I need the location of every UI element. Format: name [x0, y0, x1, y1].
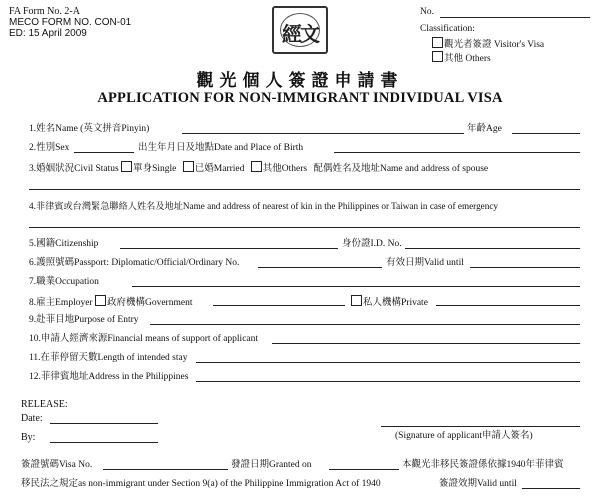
meco-form-number: MECO FORM NO. CON-01: [9, 17, 132, 28]
others-option: [432, 51, 491, 65]
spouse-label: 配偶姓名及地址Name and address of spouse: [313, 164, 489, 174]
occupation-field[interactable]: [132, 286, 580, 287]
title-english: APPLICATION FOR NON-IMMIGRANT INDIVIDUAL VISA: [97, 90, 503, 106]
classification-label: Classification:: [420, 24, 475, 34]
birth-label: 出生年月日及地點Date and Place of Birth: [138, 143, 304, 153]
name-field[interactable]: [182, 133, 464, 134]
citizenship-label: 5.國籍Citizenship: [29, 239, 99, 249]
others-label: 其他 Others: [444, 54, 491, 64]
visitor-visa-option: [432, 37, 544, 51]
release-by-label: By:: [21, 432, 36, 443]
single-label: 單身Single: [133, 164, 177, 174]
private-checkbox[interactable]: [351, 295, 362, 306]
visitor-visa-label: 觀光者簽證 Visitor's Visa: [444, 40, 545, 50]
kin-label: 4.菲律賓或台灣緊急聯絡人姓名及地址Name and address of nearest of kin in the Philippines or Taiwan in case of emergency: [29, 201, 499, 211]
age-field[interactable]: [512, 133, 580, 134]
number-line: [440, 17, 590, 18]
kin-field[interactable]: [29, 227, 580, 228]
id-label: 身份證I.D. No.: [342, 239, 402, 249]
valid-until-field[interactable]: [470, 267, 580, 268]
visa-number-field[interactable]: [103, 469, 228, 470]
birth-field[interactable]: [334, 152, 580, 153]
sex-field[interactable]: [74, 152, 134, 153]
financial-field[interactable]: [272, 343, 580, 344]
married-checkbox[interactable]: [183, 161, 194, 172]
occupation-label: 7.職業Occupation: [29, 277, 99, 287]
visa-number-label: 簽證號碼Visa No.: [21, 460, 93, 470]
purpose-field[interactable]: [150, 324, 580, 325]
id-field[interactable]: [405, 248, 580, 249]
valid-until-label: 有效日期Valid until: [386, 258, 464, 268]
name-label: 1.姓名Name (英文拼音Pinyin): [29, 124, 150, 134]
single-checkbox[interactable]: [121, 161, 132, 172]
private-field[interactable]: [436, 305, 580, 306]
granted-on-field[interactable]: [329, 469, 399, 470]
signature-caption: (Signature of applicant申請人簽名): [395, 431, 533, 441]
granted-on-label: 發證日期Granted on: [231, 460, 312, 470]
government-checkbox[interactable]: [95, 295, 106, 306]
purpose-label: 9.赴菲目地Purpose of Entry: [29, 315, 139, 325]
number-label: No.: [420, 7, 434, 17]
seal-text: 經文: [282, 24, 318, 46]
age-label: 年齡Age: [467, 124, 502, 134]
address-label: 12.菲律賓地址Address in the Philippines: [29, 372, 189, 382]
edition-date: ED: 15 April 2009: [9, 28, 87, 39]
form-number: FA Form No. 2-A: [9, 6, 80, 17]
release-by-field[interactable]: [50, 442, 158, 443]
married-label: 已婚Married: [194, 164, 245, 174]
private-option: [351, 295, 428, 309]
release-date-label: Date:: [21, 413, 43, 424]
civil-others-checkbox[interactable]: [251, 161, 262, 172]
private-label: 私人機構Private: [363, 298, 428, 308]
stay-length-field[interactable]: [196, 362, 580, 363]
signature-line[interactable]: [381, 426, 580, 427]
address-field[interactable]: [196, 381, 580, 382]
passport-label: 6.護照號碼Passport: Diplomatic/Official/Ordinary No.: [29, 258, 240, 268]
citizenship-field[interactable]: [120, 248, 338, 249]
stay-length-label: 11.在菲停留天數Length of intended stay: [29, 353, 188, 363]
government-field[interactable]: [213, 305, 345, 306]
spouse-field[interactable]: [29, 189, 580, 190]
visa-valid-until-field[interactable]: [522, 488, 580, 489]
legal-basis-line2: 移民法之規定as non-immigrant under Section 9(a) of the Philippine Immigration Act of 1940: [21, 479, 381, 489]
legal-basis-line1: 本觀光非移民簽證係依據1940年菲律賓: [402, 460, 564, 470]
office-seal: [272, 6, 328, 54]
employer-text: 8.雇主Employer: [29, 298, 93, 308]
government-label: 政府機構Government: [106, 298, 193, 308]
civil-others-label: 其他Others: [262, 164, 308, 174]
release-label: RELEASE:: [21, 399, 68, 410]
visitor-visa-checkbox[interactable]: [432, 37, 443, 48]
civil-status-text: 3.婚姻狀況Civil Status: [29, 164, 119, 174]
employer-label: [29, 295, 192, 309]
release-date-field[interactable]: [50, 423, 158, 424]
civil-status-label: [29, 161, 488, 175]
others-checkbox[interactable]: [432, 51, 443, 62]
visa-valid-until-label: 簽證效期Valid until: [439, 479, 517, 489]
passport-field[interactable]: [258, 267, 382, 268]
sex-label: 2.性別Sex: [29, 143, 70, 153]
title-chinese: 觀光個人簽證申請書: [196, 71, 404, 91]
financial-label: 10.申請人經濟來源Financial means of support of applicant: [29, 334, 259, 344]
